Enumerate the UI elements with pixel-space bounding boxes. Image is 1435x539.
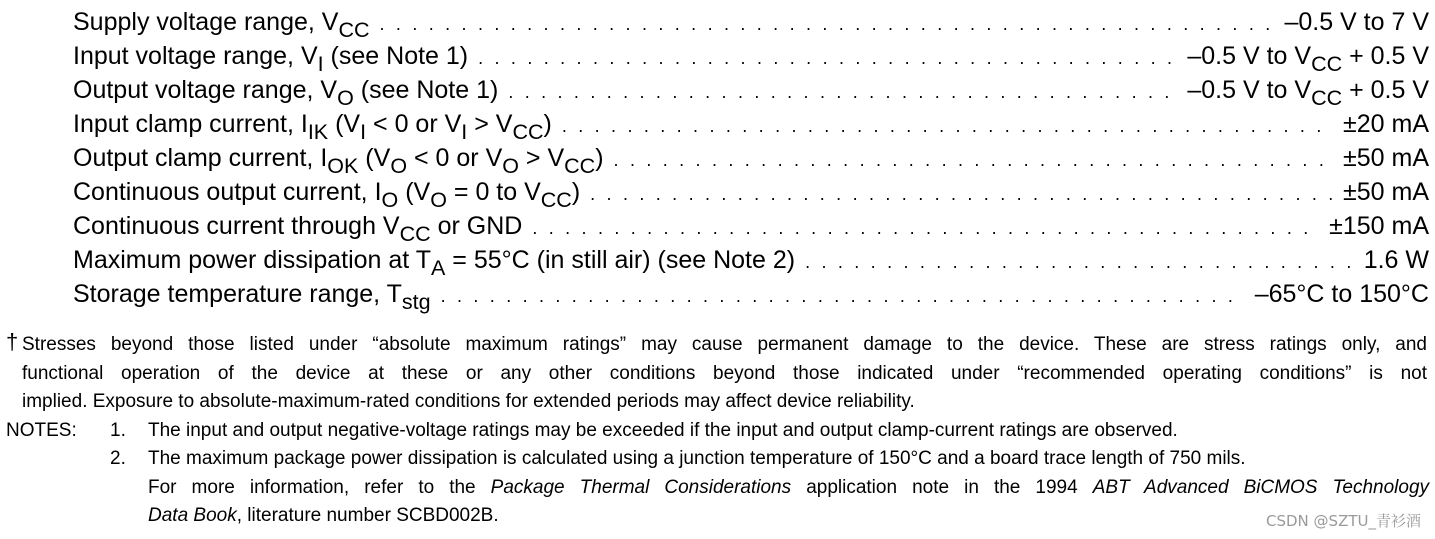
rating-row-continuous-output-current bbox=[73, 178, 1429, 212]
notes-label: NOTES: bbox=[6, 419, 77, 441]
dot-leader bbox=[441, 286, 1245, 307]
dot-leader bbox=[478, 48, 1177, 69]
watermark: CSDN @SZTU_青衫酒 bbox=[1266, 512, 1421, 530]
dot-leader bbox=[562, 116, 1333, 137]
note-text: For more information, refer to the Package Thermal Considerations application note in the 1994 ABT Advanced BiCMOS Technology bbox=[148, 476, 1430, 498]
rating-value: ±50 mA bbox=[1343, 144, 1429, 172]
rating-row-output-voltage bbox=[73, 76, 1429, 110]
dagger-mark: † bbox=[6, 329, 19, 354]
note-text: The input and output negative-voltage ratings may be exceeded if the input and output clamp-current ratings are observed. bbox=[148, 419, 1178, 441]
rating-value: ±50 mA bbox=[1343, 178, 1429, 206]
rating-row-continuous-current-vcc-gnd bbox=[73, 212, 1429, 246]
rating-label: Input clamp current, $I_{IK}$ ($V_I < 0$ or $V_I > V_{CC}$) bbox=[73, 110, 552, 144]
footnote-line: implied. Exposure to absolute-maximum-rated conditions for extended periods may affect device reliability. bbox=[22, 391, 915, 412]
rating-label: Continuous output current, $I_O$ ($V_O = 0$ to $V_{CC}$) bbox=[73, 178, 581, 212]
dot-leader bbox=[805, 252, 1354, 273]
rating-row-input-voltage bbox=[73, 42, 1429, 76]
absolute-maximum-ratings-list bbox=[73, 8, 1429, 314]
dot-leader bbox=[590, 184, 1333, 205]
rating-row-output-clamp-current bbox=[73, 144, 1429, 178]
dot-leader bbox=[532, 218, 1319, 239]
note-text: The maximum package power dissipation is calculated using a junction temperature of 150°C and a board trace length of 750 mils. bbox=[148, 448, 1246, 469]
rating-value: –0.5 V to 7 V bbox=[1284, 8, 1429, 36]
rating-label: Output clamp current, $I_{OK}$ ($V_O < 0$ or $V_O > V_{CC}$) bbox=[73, 144, 604, 178]
rating-label: Storage temperature range, $T_{stg}$ bbox=[73, 280, 431, 314]
rating-row-max-power-dissipation bbox=[73, 246, 1429, 280]
notes-list bbox=[0, 417, 1435, 531]
notes-section bbox=[0, 331, 1435, 531]
rating-label: Output voltage range, $V_O$ (see Note 1) bbox=[73, 76, 499, 110]
rating-label: Maximum power dissipation at $T_A = 55^\circ C$ (in still air) (see Note 2) bbox=[73, 246, 796, 280]
note-1 bbox=[0, 417, 1435, 446]
rating-row-input-clamp-current bbox=[73, 110, 1429, 144]
stress-footnote bbox=[0, 331, 1435, 417]
rating-value: –0.5 V to $V_{CC} + 0.5$ V bbox=[1187, 76, 1429, 110]
note-text: Data Book, literature number SCBD002B. bbox=[148, 505, 499, 526]
note-number: 1. bbox=[110, 419, 126, 441]
rating-value: ±20 mA bbox=[1343, 110, 1429, 138]
note-2 bbox=[0, 445, 1435, 531]
note-number: 2. bbox=[110, 448, 126, 469]
footnote-line: functional operation of the device at these or any other conditions beyond those indicated under “recommended operating conditions” is not bbox=[22, 362, 1427, 384]
rating-value: ±150 mA bbox=[1329, 212, 1429, 240]
dot-leader bbox=[614, 150, 1333, 171]
rating-value: 1.6 W bbox=[1363, 246, 1429, 274]
rating-row-storage-temperature bbox=[73, 280, 1429, 314]
rating-label: Continuous current through $V_{CC}$ or GND bbox=[73, 212, 523, 246]
rating-row-supply-voltage bbox=[73, 8, 1429, 42]
dot-leader bbox=[380, 14, 1275, 35]
rating-label: Supply voltage range, $V_{CC}$ bbox=[73, 8, 370, 42]
rating-value: –0.5 V to $V_{CC} + 0.5$ V bbox=[1187, 42, 1429, 76]
dot-leader bbox=[508, 82, 1177, 103]
rating-value: –65°C to 150°C bbox=[1254, 280, 1429, 308]
footnote-line: Stresses beyond those listed under “absolute maximum ratings” may cause permanent damage to the device. These are stress ratings only, and bbox=[22, 334, 1427, 355]
rating-label: Input voltage range, $V_I$ (see Note 1) bbox=[73, 42, 469, 76]
